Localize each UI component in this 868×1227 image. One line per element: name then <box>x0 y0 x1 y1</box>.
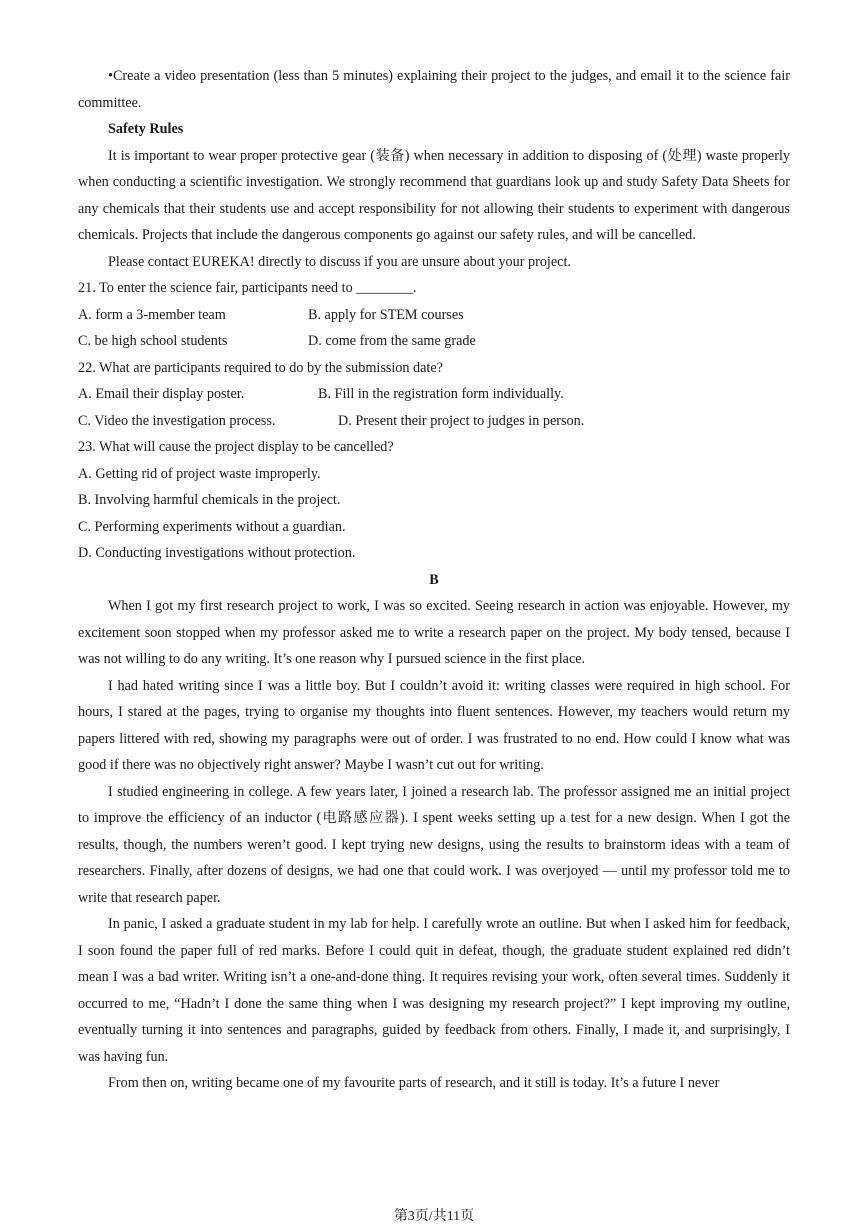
option-d: D. Conducting investigations without protection. <box>78 545 356 561</box>
option-d: D. come from the same grade <box>308 333 476 349</box>
safety-rules-heading: Safety Rules <box>108 121 184 137</box>
passage-paragraph: I studied engineering in college. A few years later, I joined a research lab. The professor assigned me an initial project to improve the efficiency of an inductor (电路感应器). I spent weeks setting up a test for a new design. When I got the results, though, the numbers weren’t good. I kept trying new designs, using the results to brainstorm ideas with a team of researchers. Finally, after dozens of designs, we had one that could work. I was overjoyed — until my professor told me to write that research paper. <box>78 783 790 906</box>
option-a: A. Email their display poster. <box>78 386 245 402</box>
option-b: B. apply for STEM courses <box>308 306 464 323</box>
question-23 <box>78 434 790 567</box>
page-number-footer: 第3页/共11页 <box>393 1209 475 1224</box>
safety-rules-text: It is important to wear proper protective gear (装备) when necessary in addition to disposing of (处理) waste properly when conducting a scientific investigation. We strongly recommend that guardians look up and study Safety Data Sheets for any chemicals that their students use and accept responsibility for not allowing their students to experiment with dangerous chemicals. Projects that include the dangerous components go against our safety rules, and will be cancelled. <box>78 147 790 243</box>
contact-text: Please contact EUREKA! directly to discuss if you are unsure about your project. <box>108 253 571 270</box>
option-b: B. Involving harmful chemicals in the project. <box>78 492 341 508</box>
passage-paragraph: I had hated writing since I was a little boy. But I couldn’t avoid it: writing classes were required in high school. For hours, I stared at the pages, trying to organise my thoughts into fluent sentences. However, my teachers would return my papers littered with red, showing my paragraphs were out of order. I was frustrated to no end. How could I know what was good if there was no objectively right answer? Maybe I wasn’t cut out for writing. <box>78 677 790 773</box>
option-c: C. Performing experiments without a guardian. <box>78 518 346 535</box>
option-c: C. Video the investigation process. <box>78 412 276 429</box>
option-a: A. form a 3-member team <box>78 306 226 323</box>
section-b-heading: B <box>429 571 439 588</box>
question-stem: 23. What will cause the project display to be cancelled? <box>78 439 394 455</box>
passage-paragraph: From then on, writing became one of my favourite parts of research, and it still is today. It’s a future I never <box>108 1075 720 1091</box>
options-row <box>78 408 790 435</box>
options-row <box>78 381 790 408</box>
question-stem: 21. To enter the science fair, participants need to ________. <box>78 280 417 296</box>
options-row <box>78 302 790 329</box>
question-21 <box>78 275 790 355</box>
option-d: D. Present their project to judges in person. <box>338 412 585 429</box>
option-a: A. Getting rid of project waste improperly. <box>78 465 321 482</box>
option-b: B. Fill in the registration form individually. <box>318 386 564 402</box>
passage-paragraph: In panic, I asked a graduate student in my lab for help. I carefully wrote an outline. But when I asked him for feedback, I soon found the paper full of red marks. Before I could quit in defeat, though, the graduate student explained red didn’t mean I was a bad writer. Writing isn’t a one-and-done thing. It requires revising your work, often several times. Suddenly it occurred to me, “Hadn’t I done the same thing when I was designing my research project?” I kept improving my outline, eventually turning it into sentences and paragraphs, guided by feedback from others. Finally, I made it, and surprisingly, I was having fun. <box>78 916 790 1065</box>
option-c: C. be high school students <box>78 333 228 349</box>
passage-paragraph: When I got my first research project to work, I was so excited. Seeing research in action was enjoyable. However, my excitement soon stopped when my professor asked me to write a research paper on the project. My body tensed, because I was not willing to do any writing. It’s one reason why I pursued science in the first place. <box>78 598 790 667</box>
question-stem: 22. What are participants required to do by the submission date? <box>78 359 443 376</box>
options-row <box>78 328 790 355</box>
question-22 <box>78 355 790 435</box>
document-page <box>78 63 790 1097</box>
bullet-video-presentation: •Create a video presentation (less than 5 minutes) explaining their project to the judges, and email it to the science fair committee. <box>78 68 790 111</box>
